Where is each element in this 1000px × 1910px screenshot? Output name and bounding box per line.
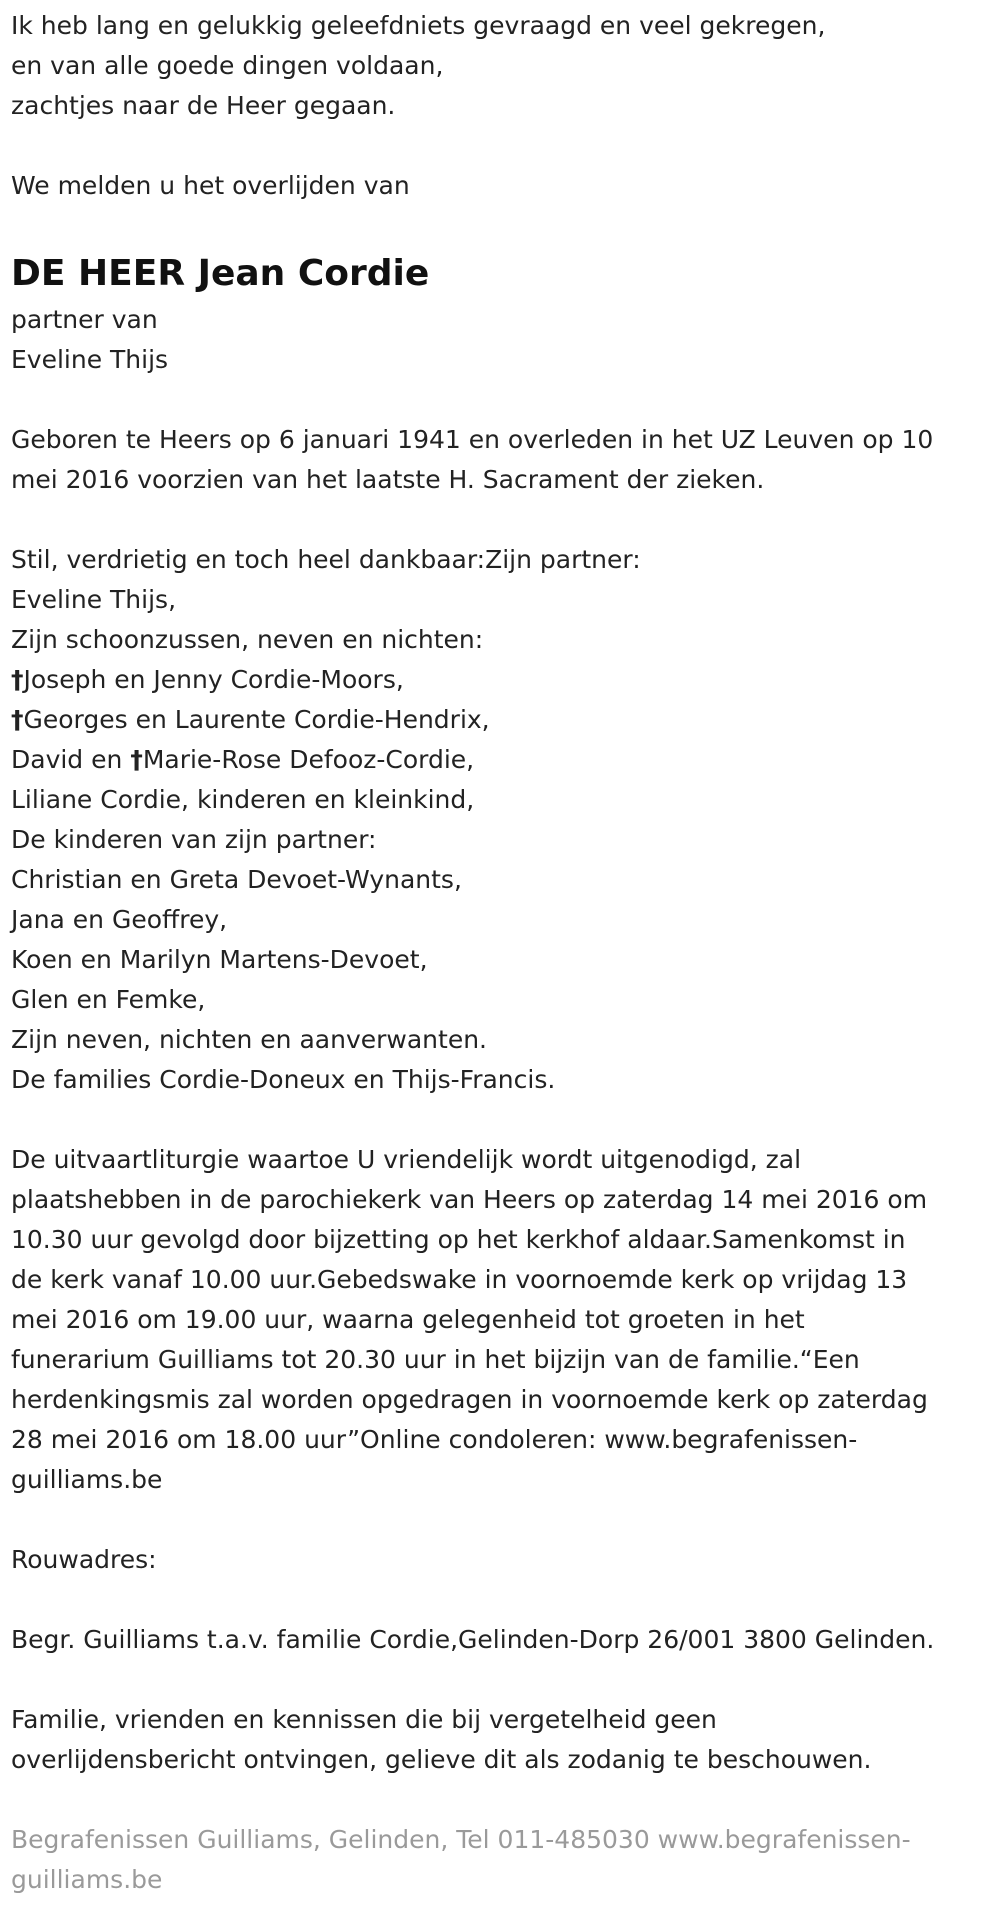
announcement-text: We melden u het overlijden van bbox=[11, 171, 410, 200]
family-member: Marie-Rose Defooz-Cordie, bbox=[142, 745, 475, 774]
birth-death-paragraph bbox=[11, 420, 996, 500]
address-text: Begr. Guilliams t.a.v. familie Cordie,Gelinden-Dorp 26/001 3800 Gelinden. bbox=[11, 1625, 935, 1654]
family-line: Glen en Femke, bbox=[11, 985, 206, 1014]
spacer bbox=[11, 126, 996, 166]
paragraph-line: plaatshebben in de parochiekerk van Heers op zaterdag 14 mei 2016 om bbox=[11, 1185, 928, 1214]
family-line: Stil, verdrietig en toch heel dankbaar:Zijn partner: bbox=[11, 545, 641, 574]
family-member: Joseph en Jenny Cordie-Moors, bbox=[23, 665, 404, 694]
paragraph-line: mei 2016 voorzien van het laatste H. Sacrament der zieken. bbox=[11, 465, 765, 494]
intro-line: en van alle goede dingen voldaan, bbox=[11, 51, 444, 80]
paragraph-line: de kerk vanaf 10.00 uur.Gebedswake in voornoemde kerk op vrijdag 13 bbox=[11, 1265, 908, 1294]
paragraph-line: mei 2016 om 19.00 uur, waarna gelegenheid tot groeten in het bbox=[11, 1305, 805, 1334]
paragraph-line: 28 mei 2016 om 18.00 uur”Online condoleren: www.begrafenissen- bbox=[11, 1425, 858, 1454]
intro-line: zachtjes naar de Heer gegaan. bbox=[11, 91, 396, 120]
cross-icon: † bbox=[11, 665, 24, 694]
funeral-paragraph bbox=[11, 1140, 996, 1500]
family-line: Eveline Thijs, bbox=[11, 585, 177, 614]
deceased-name: DE HEER Jean Cordie bbox=[11, 253, 430, 294]
intro-line: Ik heb lang en gelukkig geleefdniets gevraagd en veel gekregen, bbox=[11, 11, 826, 40]
cross-icon: † bbox=[130, 745, 143, 774]
family-list bbox=[11, 540, 996, 1100]
obituary-document bbox=[11, 6, 996, 1900]
spacer bbox=[11, 1100, 996, 1140]
address-label: Rouwadres: bbox=[11, 1545, 157, 1574]
family-member: David en bbox=[11, 745, 131, 774]
spacer bbox=[11, 1500, 996, 1540]
notice-paragraph bbox=[11, 1700, 996, 1780]
family-line: De kinderen van zijn partner: bbox=[11, 825, 377, 854]
paragraph-line: funerarium Guilliams tot 20.30 uur in het bijzijn van de familie.“Een bbox=[11, 1345, 860, 1374]
spacer bbox=[11, 500, 996, 540]
spacer bbox=[11, 1660, 996, 1700]
family-line bbox=[11, 740, 996, 780]
spacer bbox=[11, 1580, 996, 1620]
spacer bbox=[11, 380, 996, 420]
family-line: Christian en Greta Devoet-Wynants, bbox=[11, 865, 462, 894]
paragraph-line: De uitvaartliturgie waartoe U vriendelijk wordt uitgenodigd, zal bbox=[11, 1145, 802, 1174]
footer bbox=[11, 1820, 996, 1900]
family-line: De families Cordie-Doneux en Thijs-Francis. bbox=[11, 1065, 556, 1094]
paragraph-line: overlijdensbericht ontvingen, gelieve dit als zodanig te beschouwen. bbox=[11, 1745, 872, 1774]
family-line bbox=[11, 660, 996, 700]
intro-poem bbox=[11, 6, 996, 126]
family-member: Georges en Laurente Cordie-Hendrix, bbox=[23, 705, 490, 734]
partner-intro: partner van bbox=[11, 305, 158, 334]
family-line: Zijn neven, nichten en aanverwanten. bbox=[11, 1025, 488, 1054]
paragraph-line: guilliams.be bbox=[11, 1465, 163, 1494]
paragraph-line: herdenkingsmis zal worden opgedragen in voornoemde kerk op zaterdag bbox=[11, 1385, 928, 1414]
footer-line: Begrafenissen Guilliams, Gelinden, Tel 011-485030 www.begrafenissen- bbox=[11, 1825, 911, 1854]
paragraph-line: Familie, vrienden en kennissen die bij vergetelheid geen bbox=[11, 1705, 717, 1734]
family-line: Koen en Marilyn Martens-Devoet, bbox=[11, 945, 428, 974]
family-line bbox=[11, 700, 996, 740]
cross-icon: † bbox=[11, 705, 24, 734]
family-line: Jana en Geoffrey, bbox=[11, 905, 228, 934]
paragraph-line: Geboren te Heers op 6 januari 1941 en overleden in het UZ Leuven op 10 bbox=[11, 425, 934, 454]
partner-name: Eveline Thijs bbox=[11, 345, 169, 374]
spacer bbox=[11, 206, 996, 246]
spacer bbox=[11, 1780, 996, 1820]
footer-line: guilliams.be bbox=[11, 1865, 163, 1894]
paragraph-line: 10.30 uur gevolgd door bijzetting op het kerkhof aldaar.Samenkomst in bbox=[11, 1225, 906, 1254]
family-line: Zijn schoonzussen, neven en nichten: bbox=[11, 625, 484, 654]
family-line: Liliane Cordie, kinderen en kleinkind, bbox=[11, 785, 475, 814]
